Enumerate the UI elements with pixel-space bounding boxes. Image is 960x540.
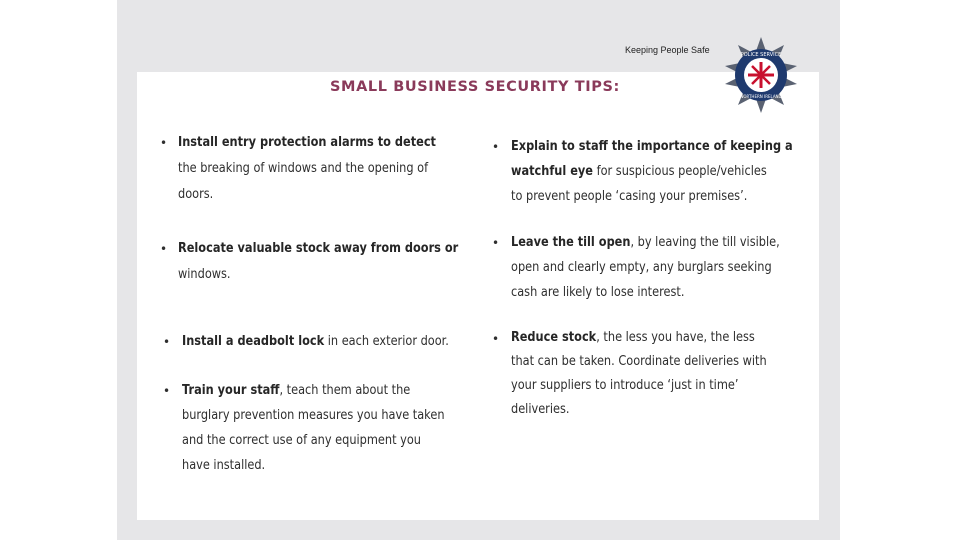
bullet-icon: • (492, 332, 500, 346)
bullet-icon: • (492, 140, 500, 154)
bullet-icon: • (160, 242, 168, 256)
bullet-icon: • (163, 384, 171, 398)
tip-train-staff: Train your staff, teach them about the burglary prevention measures you have taken and the correct use of any equipment you have installed. (182, 383, 445, 473)
tip-relocate-stock: Relocate valuable stock away from doors or windows. (178, 241, 459, 282)
tip-reduce-stock: Reduce stock, the less you have, the less that can be taken. Coordinate deliveries with your suppliers to introduce ‘just in time’ deliveries. (511, 330, 767, 417)
crest-top-text: POLICE SERVICE (740, 52, 782, 58)
bullet-icon: • (492, 236, 500, 250)
bullet-icon: • (160, 136, 168, 150)
bullet-icon: • (163, 335, 171, 349)
tip-deadbolt: Install a deadbolt lock in each exterior door. (182, 334, 449, 349)
police-crest-logo (722, 36, 800, 114)
tagline: Keeping People Safe (625, 45, 710, 55)
tip-watchful-eye: Explain to staff the importance of keeping a watchful eye for suspicious people/vehicles to prevent people ‘casing your premises’. (511, 139, 793, 204)
tip-entry-alarms: Install entry protection alarms to detect the breaking of windows and the opening of doors. (178, 135, 436, 202)
tip-till-open: Leave the till open, by leaving the till visible, open and clearly empty, any burglars seeking cash are likely to lose interest. (511, 235, 780, 300)
crest-bottom-text: NORTHERN IRELAND (740, 94, 782, 99)
page-title: SMALL BUSINESS SECURITY TIPS: (330, 79, 620, 95)
